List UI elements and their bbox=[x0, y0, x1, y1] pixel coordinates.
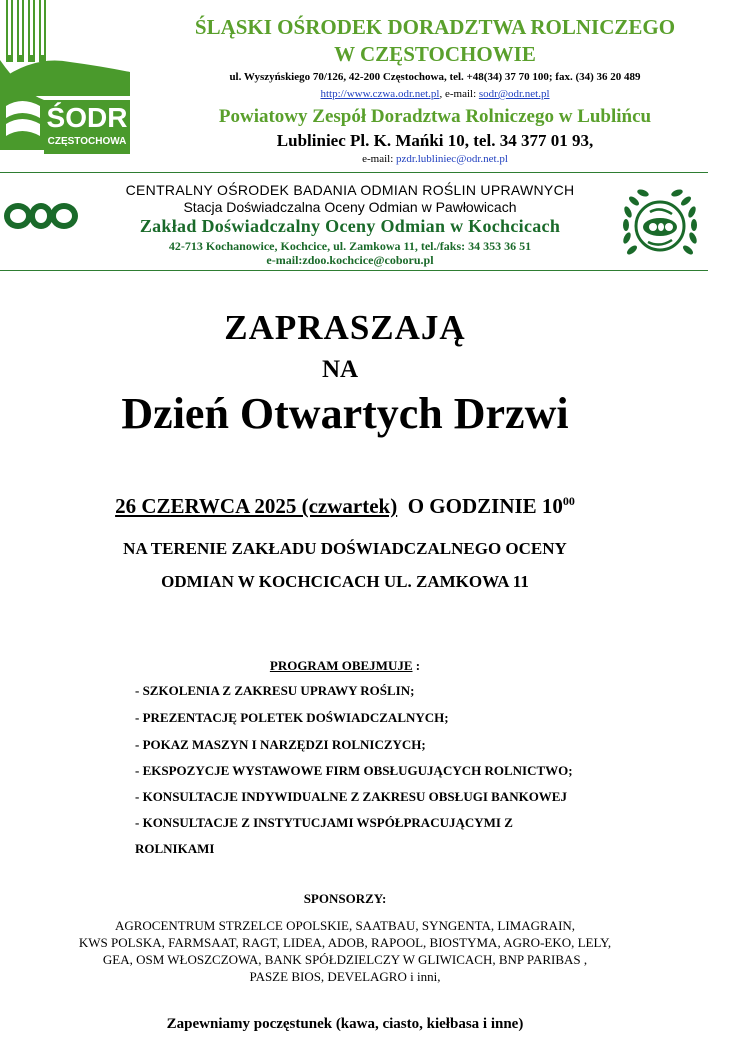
refreshments-note: Zapewniamy poczęstunek (kawa, ciasto, kiełbasa i inne) bbox=[166, 1016, 524, 1032]
header-divider bbox=[0, 172, 708, 173]
program-item: ROLNIKAMI bbox=[135, 841, 215, 856]
event-place-line1: NA TERENIE ZAKŁADU DOŚWIADCZALNEGO OCENY bbox=[123, 539, 567, 558]
sodr-title-line2: W CZĘSTOCHOWIE bbox=[334, 42, 536, 66]
sponsors-line: GEA, OSM WŁOSZCZOWA, BANK SPÓŁDZIELCZY W GLIWICACH, BNP PARIBAS , bbox=[102, 952, 588, 967]
program-item: - KONSULTACJE Z INSTYTUCJAMI WSPÓŁPRACUJĄCYMI Z bbox=[135, 815, 513, 830]
event-date-time bbox=[0, 494, 690, 519]
invitation-heading: ZAPRASZAJĄ bbox=[224, 308, 466, 347]
wreath-emblem-icon bbox=[620, 188, 700, 266]
event-date: 26 CZERWCA 2025 (czwartek) bbox=[115, 494, 398, 518]
coboru-address: 42-713 Kochanowice, Kochcice, ul. Zamkowa 11, tel./faks: 34 353 36 51 bbox=[168, 239, 532, 253]
sodr-title-line1: ŚLĄSKI OŚRODEK DORADZTWA ROLNICZEGO bbox=[194, 15, 676, 39]
event-time-sup: 00 bbox=[562, 494, 575, 508]
branch-email-label: e-mail: bbox=[362, 153, 397, 165]
coboru-wreath-emblem bbox=[620, 188, 700, 266]
sodr-wheat-logo-icon bbox=[0, 0, 132, 157]
sodr-logo bbox=[0, 0, 132, 157]
sodr-contact bbox=[140, 88, 730, 100]
coboru-station: Stacja Doświadczalna Oceny Odmian w Pawłowicach bbox=[183, 199, 517, 215]
sodr-logo-subtext: CZĘSTOCHOWA bbox=[47, 136, 127, 147]
program-item: - KONSULTACJE INDYWIDUALNE Z ZAKRESU OBSŁUGI BANKOWEJ bbox=[135, 789, 567, 804]
sodr-address: ul. Wyszyńskiego 70/126, 42-200 Częstochowa, tel. +48(34) 37 70 100; fax. (34) 36 20 489 bbox=[229, 71, 641, 83]
invitation-na: NA bbox=[321, 356, 359, 383]
sodr-logo-text: ŚODR bbox=[46, 102, 128, 133]
branch-address: Lubliniec Pl. K. Mańki 10, tel. 34 377 01 93, bbox=[276, 131, 594, 150]
program-item: - SZKOLENIA Z ZAKRESU UPRAWY ROŚLIN; bbox=[135, 683, 415, 698]
program-item: - PREZENTACJĘ POLETEK DOŚWIADCZALNYCH; bbox=[135, 710, 449, 725]
program-heading-suffix: : bbox=[412, 658, 421, 673]
coboru-unit: Zakład Doświadczalny Oceny Odmian w Kochcicach bbox=[139, 216, 561, 236]
sponsors-heading: SPONSORZY: bbox=[303, 891, 387, 906]
sodr-email-label: , e-mail: bbox=[439, 88, 479, 100]
sponsors-line: AGROCENTRUM STRZELCE OPOLSKIE, SAATBAU, SYNGENTA, LIMAGRAIN, bbox=[114, 918, 576, 933]
sponsors-line: KWS POLSKA, FARMSAAT, RAGT, LIDEA, ADOB, RAPOOL, BIOSTYMA, AGRO-EKO, LELY, bbox=[78, 935, 612, 950]
sodr-email-link[interactable]: sodr@odr.net.pl bbox=[478, 88, 550, 100]
branch-email-link[interactable]: pzdr.lubliniec@odr.net.pl bbox=[396, 153, 508, 165]
event-time-label: O GODZINIE 10 bbox=[407, 494, 563, 518]
program-heading-text: PROGRAM OBEJMUJE bbox=[269, 658, 413, 673]
sodr-website-link[interactable]: http://www.czwa.odr.net.pl bbox=[320, 88, 440, 100]
header-divider-2 bbox=[0, 270, 708, 271]
coboru-email: e-mail:zdoo.kochcice@coboru.pl bbox=[266, 253, 434, 267]
event-title: Dzień Otwartych Drzwi bbox=[121, 389, 569, 438]
coboru-logo bbox=[2, 200, 80, 232]
program-item: - EKSPOZYCJE WYSTAWOWE FIRM OBSŁUGUJĄCYCH ROLNICTWO; bbox=[135, 763, 573, 778]
branch-name: Powiatowy Zespół Doradztwa Rolniczego w Lublińcu bbox=[218, 106, 652, 127]
event-place-line2: ODMIAN W KOCHCICACH UL. ZAMKOWA 11 bbox=[161, 572, 529, 591]
event-time bbox=[408, 494, 575, 518]
branch-contact bbox=[140, 153, 730, 165]
program-heading bbox=[0, 658, 690, 674]
sponsors-line: PASZE BIOS, DEVELAGRO i inni, bbox=[249, 969, 441, 984]
coboru-name: CENTRALNY OŚRODEK BADANIA ODMIAN ROŚLIN UPRAWNYCH bbox=[125, 182, 575, 198]
program-item: - POKAZ MASZYN I NARZĘDZI ROLNICZYCH; bbox=[135, 737, 426, 752]
